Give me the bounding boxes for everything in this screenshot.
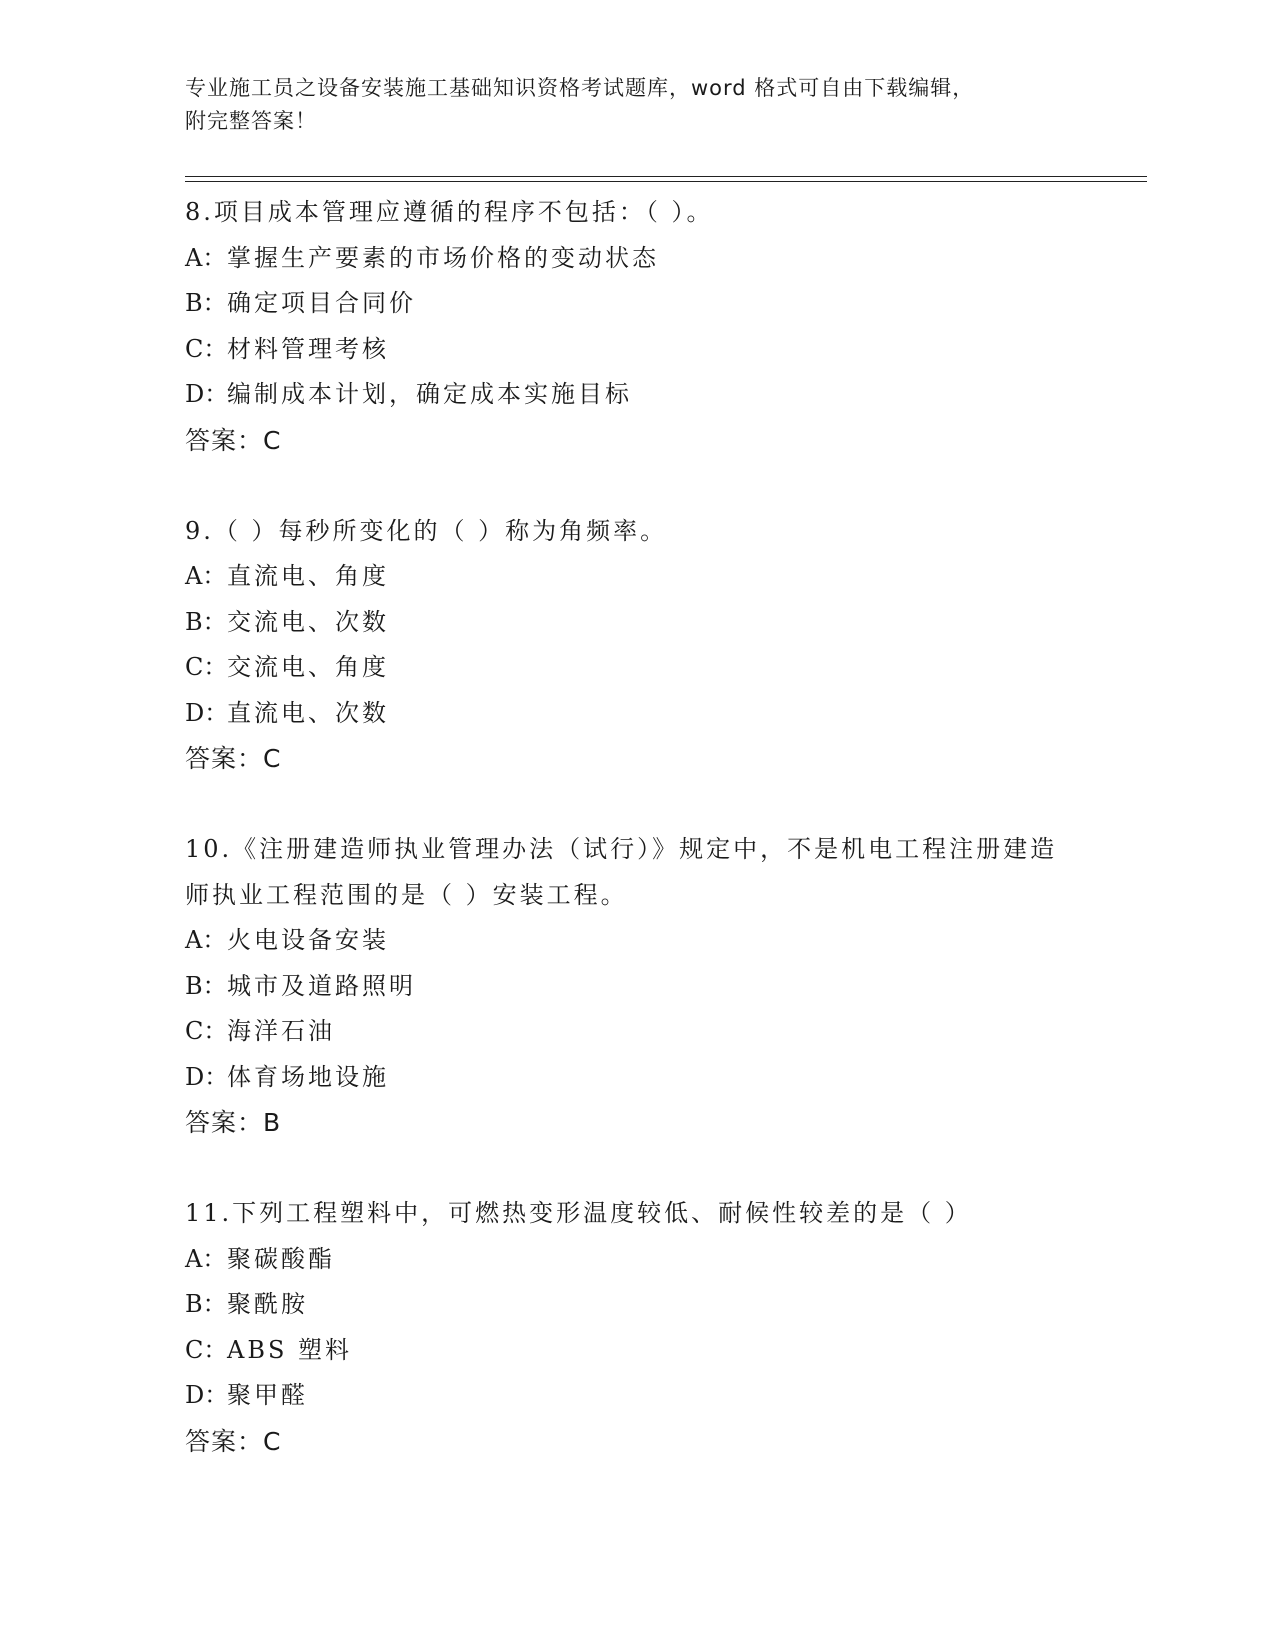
question-stem: 11.下列工程塑料中，可燃热变形温度较低、耐候性较差的是（ ） (185, 1199, 972, 1227)
option-c (185, 645, 1145, 691)
option-label: B： (185, 1290, 227, 1318)
option-c (185, 327, 1145, 373)
option-label: D： (185, 1381, 229, 1409)
option-text: 聚碳酸酯 (227, 1244, 335, 1273)
header-line-1: 专业施工员之设备安装施工基础知识资格考试题库，word 格式可自由下载编辑， (185, 76, 975, 100)
option-text: 直流电、次数 (227, 698, 389, 727)
question-11 (185, 1191, 1145, 1464)
option-b (185, 964, 1145, 1010)
answer-line: 答案：B (185, 1108, 282, 1137)
option-text: 确定项目合同价 (227, 289, 416, 317)
option-label: D： (185, 380, 229, 408)
option-label: A： (185, 926, 227, 954)
option-label: C： (185, 1335, 228, 1364)
option-c (185, 1009, 1145, 1055)
document-header (185, 72, 1085, 138)
question-stem: 10.《注册建造师执业管理办法（试行）》规定中，不是机电工程注册建造师执业工程范围的是（ ）安装工程。 (185, 835, 1058, 909)
option-label: A： (185, 562, 227, 590)
option-d (185, 691, 1145, 737)
option-label: C： (185, 334, 228, 363)
option-text: 城市及道路照明 (227, 971, 416, 1000)
answer-line: 答案：C (185, 1426, 282, 1456)
option-text: 海洋石油 (227, 1017, 335, 1045)
option-label: A： (185, 243, 227, 272)
option-label: B： (185, 289, 227, 317)
answer-line: 答案：C (185, 744, 282, 773)
option-a (185, 236, 1145, 282)
option-c (185, 1328, 1145, 1374)
option-text: 体育场地设施 (227, 1062, 389, 1091)
option-d (185, 1055, 1145, 1101)
header-line-2: 附完整答案！ (185, 109, 317, 133)
option-a (185, 1237, 1145, 1283)
option-text: 火电设备安装 (227, 926, 389, 954)
option-a (185, 918, 1145, 964)
question-stem: 9.（ ）每秒所变化的（ ）称为角频率。 (185, 516, 668, 545)
option-b (185, 600, 1145, 646)
option-label: C： (185, 653, 228, 681)
option-a (185, 554, 1145, 600)
option-label: C： (185, 1017, 228, 1045)
answer-line: 答案：C (185, 425, 282, 455)
option-label: B： (185, 971, 227, 1000)
option-text: 材料管理考核 (227, 334, 389, 363)
question-10 (185, 827, 1145, 1146)
question-8 (185, 190, 1145, 463)
option-d (185, 372, 1145, 418)
option-text: 聚酰胺 (227, 1290, 308, 1318)
question-stem: 8.项目成本管理应遵循的程序不包括：（ ）。 (185, 198, 714, 226)
option-label: D： (185, 698, 229, 727)
header-double-rule (185, 176, 1147, 182)
option-label: A： (185, 1244, 227, 1273)
question-spacer (185, 782, 1145, 828)
option-b (185, 1282, 1145, 1328)
question-spacer (185, 1146, 1145, 1192)
option-label: B： (185, 607, 227, 636)
option-b (185, 281, 1145, 327)
option-text: 编制成本计划，确定成本实施目标 (227, 380, 632, 408)
option-text: 直流电、角度 (227, 562, 389, 590)
question-spacer (185, 463, 1145, 509)
option-text: 掌握生产要素的市场价格的变动状态 (227, 243, 659, 272)
option-text: 聚甲醛 (227, 1381, 308, 1409)
option-label: D： (185, 1062, 229, 1091)
option-text: 交流电、角度 (227, 653, 389, 681)
question-9 (185, 509, 1145, 782)
option-d (185, 1373, 1145, 1419)
option-text: 交流电、次数 (227, 607, 389, 636)
option-text: ABS 塑料 (227, 1335, 353, 1364)
question-list (185, 190, 1145, 1464)
